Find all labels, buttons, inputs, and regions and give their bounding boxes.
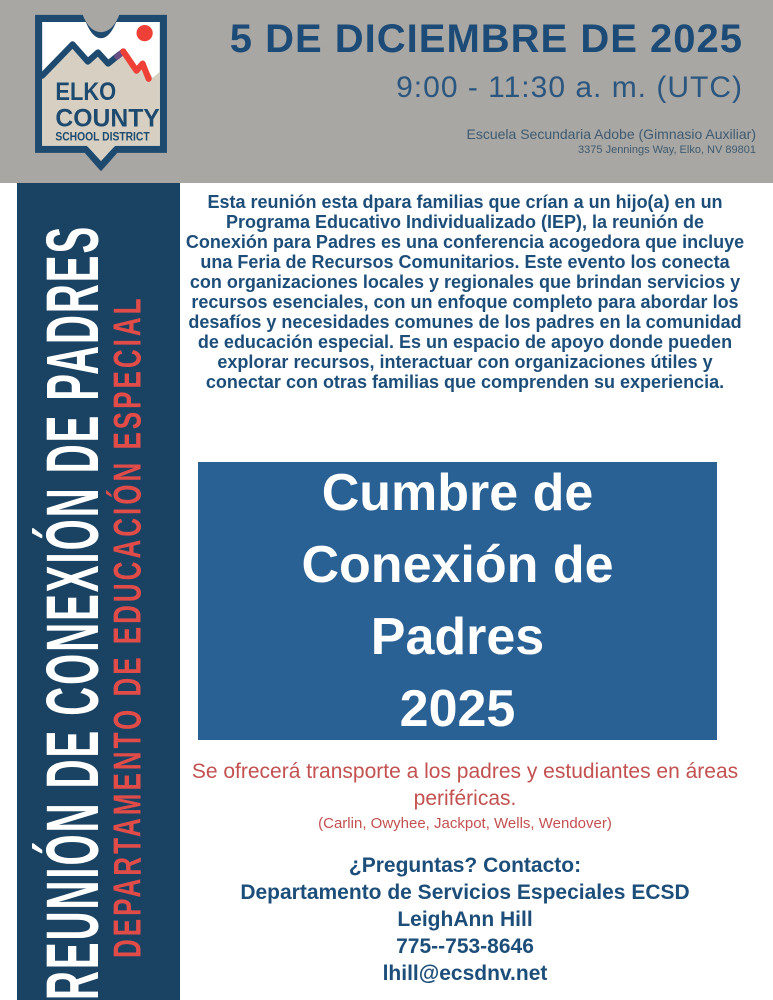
transport-note: Se ofrecerá transporte a los padres y estudiantes en áreas periféricas.	[191, 760, 739, 810]
event-time: 9:00 - 11:30 a. m. (UTC)	[396, 71, 743, 104]
event-title-line: Cumbre de	[321, 464, 594, 522]
header-band	[0, 0, 773, 183]
contact-phone: 775--753-8646	[396, 935, 534, 958]
contact-block	[185, 852, 745, 987]
sidebar-subtitle-vertical: DEPARTAMENTO DE EDUCACIÓN ESPECIAL	[104, 295, 150, 958]
transport-towns: (Carlin, Owyhee, Jackpot, Wells, Wendover)	[318, 815, 612, 832]
contact-heading: ¿Preguntas? Contacto:	[348, 854, 582, 877]
logo-text-elko: ELKO	[55, 78, 117, 107]
sidebar-title-vertical: REUNIÓN DE CONEXIÓN DE PADRES	[33, 224, 115, 1000]
event-date: 5 DE DICIEMBRE DE 2025	[229, 17, 743, 61]
event-title-line: 2025	[399, 680, 516, 738]
event-title-box	[198, 462, 717, 740]
contact-email: lhill@ecsdnv.net	[382, 962, 548, 985]
logo-sun-dot	[137, 25, 153, 41]
event-address: 3375 Jennings Way, Elko, NV 89801	[578, 144, 756, 156]
logo-text-county: COUNTY	[55, 104, 160, 133]
intro-paragraph: Esta reunión esta dpara familias que crían a un hijo(a) en un Programa Educativo Individualizado (IEP), la reunión de Conexión para Padres es una conferencia acogedora que incluye una Feria de Recursos Comunitarios. Este evento los conecta con organizaciones locales y regionales que brindan servicios y recursos esenciales, con un enfoque completo para abordar los desafíos y necesidades comunes de los padres en la comunidad de educación especial. Es un espacio de apoyo donde pueden explorar recursos, interactuar con organizaciones útiles y conectar con otras familias que comprenden su experiencia.	[185, 192, 745, 392]
contact-name: LeighAnn Hill	[397, 908, 533, 931]
event-venue: Escuela Secundaria Adobe (Gimnasio Auxiliar)	[466, 126, 756, 142]
logo-text-school-district: SCHOOL DISTRICT	[55, 129, 151, 144]
event-title-line: Conexión de	[301, 536, 614, 594]
contact-department: Departamento de Servicios Especiales ECSD	[240, 881, 690, 904]
event-title-line: Padres	[370, 608, 545, 666]
elko-county-school-district-logo	[30, 8, 172, 176]
